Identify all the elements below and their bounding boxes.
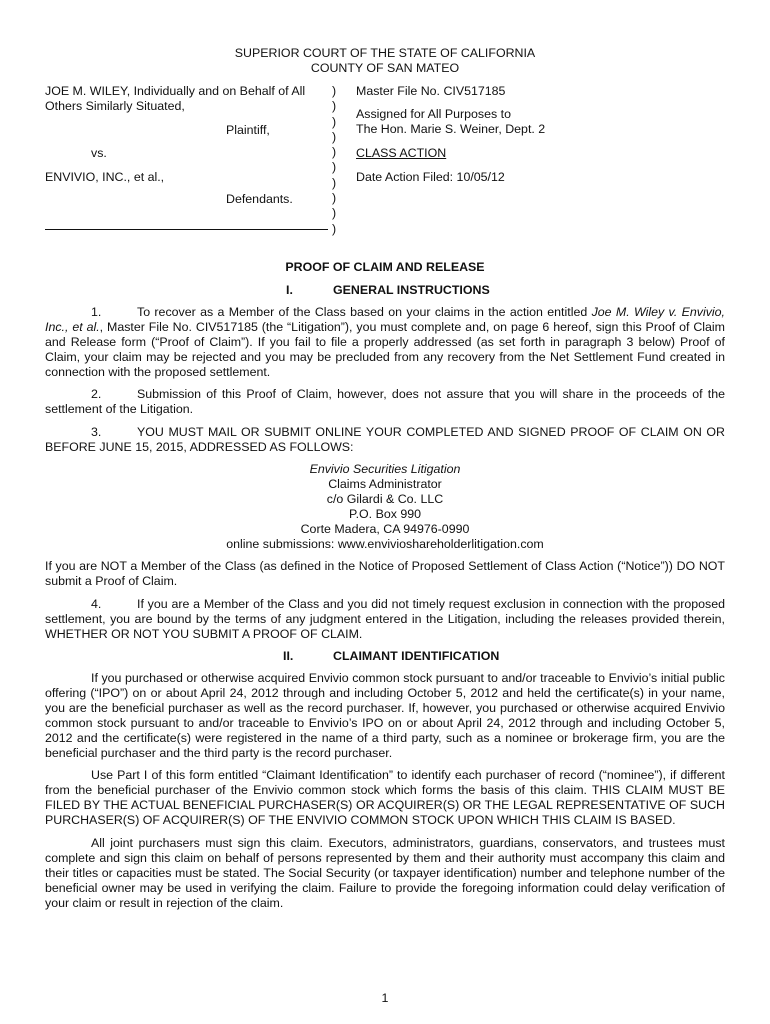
address-line-2: Claims Administrator (328, 477, 442, 491)
date-action-filed: Date Action Filed: 10/05/12 (356, 170, 505, 184)
address-line-3: c/o Gilardi & Co. LLC (326, 492, 444, 506)
online-submission-address: online submissions: www.envivioshareholderlitigation.com (226, 537, 544, 551)
paren: ) (332, 206, 337, 221)
defendant-role: Defendants. (226, 192, 293, 206)
paragraph-2 (45, 387, 725, 417)
court-name: SUPERIOR COURT OF THE STATE OF CALIFORNIA (234, 46, 536, 60)
versus: vs. (91, 146, 107, 160)
plaintiff-role: Plaintiff, (226, 123, 270, 137)
claimant-paragraph-2: Use Part I of this form entitled “Claimant Identification” to identify each purchaser of record (“nominee”), if different from the beneficial purchaser of the Envivio common stock which forms the basis of this claim. THIS CLAIM MUST BE FILED BY THE ACTUAL BENEFICIAL PURCHASER(S) OR ACQUIRER(S) OR THE LEGAL REPRESENTATIVE OF SUCH PURCHASER(S) OF ACQUIRER(S) OF THE ENVIVIO COMMON STOCK UPON WHICH THIS CLAIM IS BASED. (45, 768, 725, 827)
address-line-1: Envivio Securities Litigation (309, 462, 461, 476)
claimant-paragraph-3: All joint purchasers must sign this claim. Executors, administrators, guardians, conservators, and trustees must complete and sign this claim on behalf of persons represented by them and their authority must accompany this claim and their titles or capacities must be stated. The Social Security (or taxpayer identification) number and telephone number of the beneficial owner may be used in verifying the claim. Failure to provide the foregoing information could delay verification of your claim or result in rejection of the claim. (45, 836, 725, 910)
non-member-note: If you are NOT a Member of the Class (as defined in the Notice of Proposed Settlement of Class Action (“Notice”)) DO NOT submit a Proof of Claim. (45, 559, 725, 588)
paren: ) (332, 175, 337, 190)
plaintiff-name-line2: Others Similarly Situated, (45, 99, 185, 113)
address-line-5: Corte Madera, CA 94976-0990 (300, 522, 470, 536)
section-1-numeral: I. (286, 283, 293, 297)
assigned-line1: Assigned for All Purposes to (356, 107, 511, 121)
paren: ) (332, 191, 337, 206)
paren: ) (332, 129, 337, 144)
paragraph-3-number: 3. (91, 425, 102, 439)
page-number: 1 (381, 991, 389, 1005)
caption-paren-column (332, 84, 342, 237)
paragraph-2-text: Submission of this Proof of Claim, however, does not assure that you will share in the proceeds of the settlement of the Litigation. (45, 387, 725, 416)
section-2-numeral: II. (283, 649, 294, 663)
paren: ) (332, 114, 337, 129)
paragraph-2-number: 2. (91, 387, 102, 401)
paragraph-4-text: If you are a Member of the Class and you did not timely request exclusion in connection with the proposed settlement, you are bound by the terms of any judgment entered in the Litigation, including the releases provided therein, WHETHER OR NOT YOU SUBMIT A PROOF OF CLAIM. (45, 597, 725, 641)
paragraph-4-number: 4. (91, 597, 102, 611)
paragraph-1-text-cont: , Master File No. CIV517185 (the “Litigation”), you must complete and, on page 6 hereof, sign this Proof of Claim and Release form (“Proof of Claim”). If you fail to file a properly addressed (as set forth in paragraph 3 below) Proof of Claim, your claim may be rejected and you may be precluded from any recovery from the Net Settlement Fund created in connection with the proposed settlement. (45, 320, 725, 379)
assigned-judge: The Hon. Marie S. Weiner, Dept. 2 (356, 122, 546, 136)
paren: ) (332, 160, 337, 175)
paragraph-1-text: To recover as a Member of the Class based on your claims in the action entitled (137, 305, 592, 319)
section-1-heading: GENERAL INSTRUCTIONS (333, 283, 490, 297)
defendant-name: ENVIVIO, INC., et al., (45, 170, 165, 184)
class-action-label: CLASS ACTION (356, 146, 447, 160)
paragraph-3 (45, 425, 725, 455)
case-name: Joe M. Wiley v. Envivio, Inc., et al. (45, 305, 725, 334)
master-file-number: Master File No. CIV517185 (356, 84, 506, 98)
plaintiff-name-line1: JOE M. WILEY, Individually and on Behalf of All (45, 84, 306, 98)
paren: ) (332, 145, 337, 160)
paren: ) (332, 99, 337, 114)
court-county: COUNTY OF SAN MATEO (310, 61, 460, 75)
document-title: PROOF OF CLAIM AND RELEASE (285, 260, 485, 274)
paren: ) (332, 84, 337, 98)
claimant-paragraph-1: If you purchased or otherwise acquired Envivio common stock pursuant to and/or traceable to Envivio’s initial public offering (“IPO”) on or about April 24, 2012 through and including October 5, 2012 and held the certificate(s) in your name, you are the beneficial purchaser as well as the record purchaser. If, however, you purchased or otherwise acquired Envivio common stock pursuant to and/or traceable to Envivio’s IPO on or about April 24, 2012 through and including October 5, 2012 and the certificate(s) were registered in the name of a third party, such as a nominee or brokerage firm, you are the beneficial purchaser and the third party is the record purchaser. (45, 671, 725, 760)
paragraph-1-number: 1. (91, 305, 102, 319)
caption-divider (45, 229, 328, 230)
paragraph-4 (45, 597, 725, 642)
section-2-heading: CLAIMANT IDENTIFICATION (333, 649, 500, 663)
paragraph-1 (45, 305, 725, 380)
paren: ) (332, 221, 337, 236)
address-line-4: P.O. Box 990 (348, 507, 422, 521)
paragraph-3-text: YOU MUST MAIL OR SUBMIT ONLINE YOUR COMPLETED AND SIGNED PROOF OF CLAIM ON OR BEFORE JUNE 15, 2015, ADDRESSED AS FOLLOWS: (45, 425, 725, 454)
